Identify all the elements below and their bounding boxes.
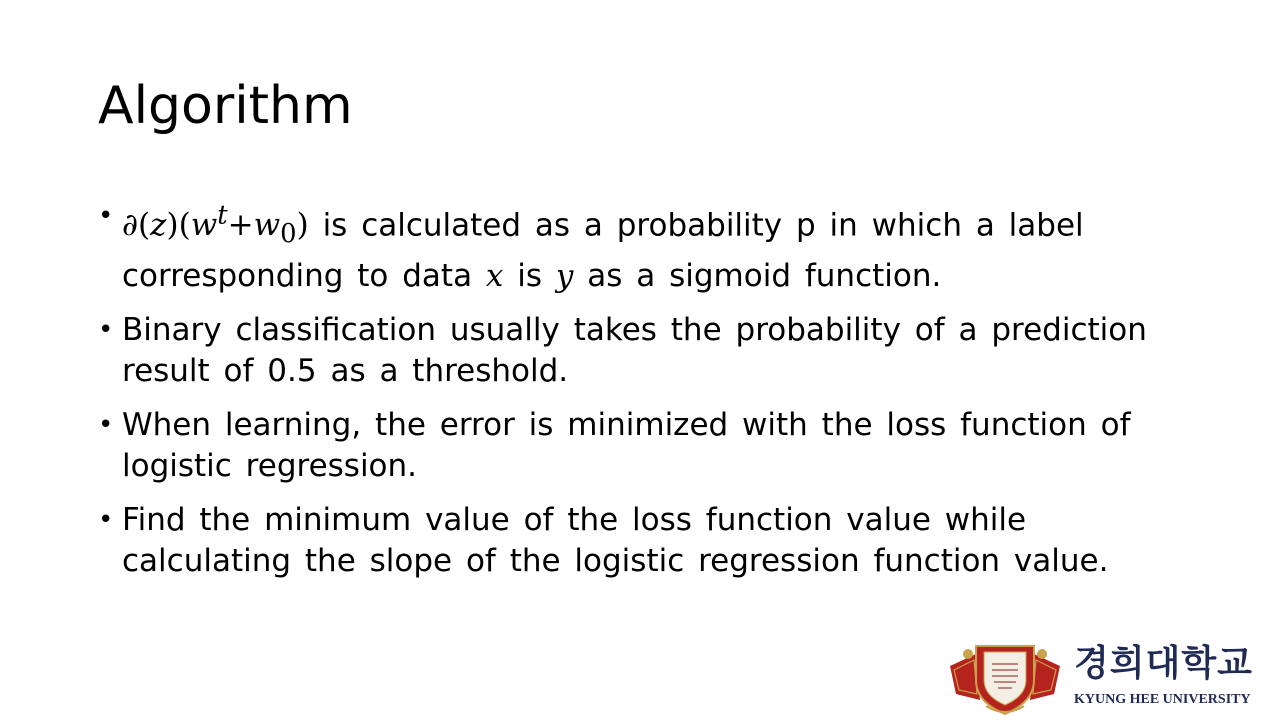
bullet-4-text: Find the minimum value of the loss function value while calculating the slope of the logistic regression function value. <box>122 501 1109 579</box>
university-name-english: KYUNG HEE UNIVERSITY <box>1074 692 1251 707</box>
university-logo <box>946 640 1266 716</box>
sigmoid-formula: $\partial(z)(w^t+w_0)$ <box>122 201 309 250</box>
bullet-item-3 <box>96 405 1176 487</box>
university-name-korean: 경희대학교 <box>1074 643 1253 684</box>
bullet-item-1 <box>96 196 1176 297</box>
bullet-dot: • <box>98 314 114 345</box>
bullet-1-text-b: is <box>503 257 556 294</box>
bullet-item-4 <box>96 500 1176 582</box>
university-emblem-icon <box>946 640 1064 716</box>
slide-title: Algorithm <box>98 76 353 136</box>
bullet-dot: • <box>98 201 114 231</box>
bullet-dot: • <box>98 409 114 440</box>
bullet-3-text: When learning, the error is minimized with the loss function of logistic regression. <box>122 406 1131 484</box>
bullet-2-text: Binary classification usually takes the probability of a prediction result of 0.5 as a threshold. <box>122 311 1147 389</box>
bullet-1-text-a: is calculated as a probability p in which a label corresponding to data <box>122 207 1084 294</box>
bullet-1-text-c: as a sigmoid function. <box>573 257 942 294</box>
variable-y: y <box>555 257 574 294</box>
bullet-dot: • <box>98 504 114 535</box>
bullet-list <box>96 196 1176 595</box>
bullet-item-2 <box>96 310 1176 392</box>
variable-x: x <box>485 257 504 294</box>
